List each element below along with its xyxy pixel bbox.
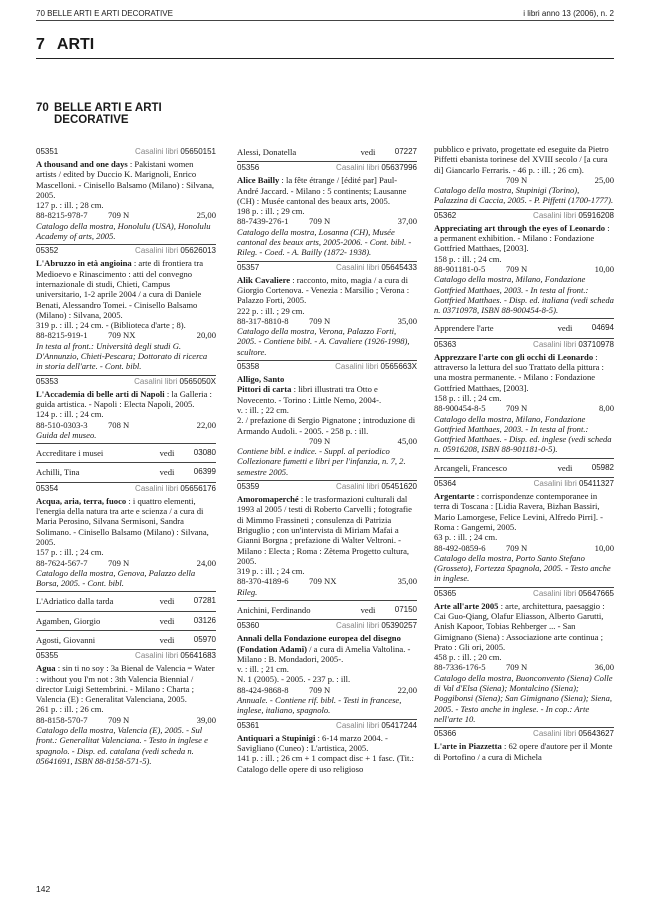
entry-title: Annali della Fondazione europea del disegno (Fondation Adami) [237,633,401,654]
casalini-code [533,729,614,739]
catalog-entry [434,727,614,765]
isbn: 88-510-0303-3 [36,419,88,430]
classification: 709 N [309,216,331,227]
entry-header [434,340,614,351]
isbn-line [237,316,417,326]
entry-header [36,484,216,495]
casalini-label: Casalini libri [533,339,577,349]
entry-description: : la Galleria : guida artistica. - Napoli : Electa Napoli, 2005. [36,388,212,409]
physical-description: v. : ill. ; 22 cm. [237,404,289,415]
classification: 709 N [506,174,528,185]
entry-number: 05359 [237,482,260,492]
casalini-number: 05656176 [180,483,216,493]
isbn-line [36,558,216,568]
casalini-code [335,362,417,372]
entry-header [237,263,417,274]
classification: 709 N [309,684,331,695]
entry-body [237,275,417,306]
entry-body [36,159,216,200]
casalini-number: 05417244 [381,720,417,730]
casalini-label: Casalini libri [135,483,179,493]
casalini-label: Casalini libri [336,621,380,631]
price: 36,00 [594,662,614,673]
xref-name: L'Adriatico dalla tarda [36,596,114,607]
column-1 [36,146,216,769]
entry-description: : Pakistani women artists / edited by Duccio K. Marignoli, Enrico Mascelloni. - Cinisello Balsamo (Milano) : Silvana, 2005. [36,159,215,200]
entry-title: Arte all'arte 2005 [434,600,499,611]
entry-number: 05352 [36,246,59,256]
isbn [237,436,309,446]
classification: 709 N [506,662,528,673]
chapter-title [36,36,106,54]
physical-description: 127 p. : ill. ; 28 cm. [36,200,104,211]
entry-number: 05353 [36,376,59,386]
casalini-label: Casalini libri [135,651,179,661]
entry-body [237,374,417,405]
isbn: 88-370-4189-6 [237,576,289,587]
entry-title: A thousand and one days [36,159,128,169]
entry-description: : arte, architettura, paesaggio : Cai Guo-Qiang, Olafur Eliasson, Alberto Garutti, Anish Kapoor, Tobias Rehberger ... - San Gimignano (Siena) : Associazione arte continua ; Prato : Gli ori, 2005. [434,600,605,652]
entry-header [434,589,614,600]
entry-title: L'Abruzzo in età angioina [36,258,132,269]
catalog-entry [237,480,417,600]
casalini-number: 05637996 [381,163,417,173]
price: 22,00 [196,419,216,430]
catalog-entry [36,482,216,592]
entry-title: Alik Cavaliere [237,274,291,285]
isbn: 88-492-0859-6 [434,542,486,553]
physical-description-2: 2. / prefazione di Sergio Pignatone ; introduzione di Armando Audoli. - 2005. - 258 p. : ill. [237,415,416,436]
entry-body [434,223,614,254]
xref-name: Apprendere l'arte [434,323,494,334]
running-head [36,8,614,21]
entry-header [36,651,216,662]
entry-number: 05363 [434,339,457,349]
entry-title: Alice Bailly [237,175,280,186]
entry-header [237,362,417,373]
entry-note: Rileg. [237,586,258,597]
catalog-entry [434,209,614,319]
section-title-line1: BELLE ARTI E ARTI [54,102,162,114]
physical-description: 198 p. : ill. ; 29 cm. [237,206,305,217]
classification: 709 NX [309,576,337,587]
isbn: 88-317-8810-8 [237,315,289,326]
casalini-code [336,482,417,492]
price: 25,00 [196,210,216,221]
casalini-label: Casalini libri [336,262,380,272]
isbn [434,175,506,185]
entry-body [434,601,614,652]
physical-description: 158 p. : ill. ; 24 cm. [434,392,502,403]
xref-number: 04694 [591,323,614,333]
isbn-line [36,210,216,220]
catalog-entry [434,143,614,209]
entry-description: : 6-14 marzo 2004. - Savigliano (Cuneo) : L'artistica, 2005. [237,732,388,753]
xref-vedi: vedi [360,604,376,615]
isbn-line [36,715,216,725]
casalini-label: Casalini libri [336,482,380,492]
casalini-code [336,621,417,631]
catalog-entry [237,261,417,360]
entry-body [237,494,417,566]
xref-name: Anichini, Ferdinando [237,604,311,615]
entry-body [434,491,614,532]
isbn-line [237,685,417,695]
classification: 709 N [309,435,331,446]
catalog-entry [36,375,216,443]
entry-description: : racconto, mito, magia / a cura di Giorgio Cortenova. - Venezia : Marsilio ; Verona : Palazzo Forti, 2005. [237,274,410,306]
price: 45,00 [397,435,417,446]
price: 37,00 [397,216,417,227]
entry-description: : i quattro elementi, l'energia della natura tra arte e scienza / a cura di Maria Perosino, Silvana Sermisoni, Sandra Solimano. - Cinisello Balsamo (Milano) : Silvana, 2005. [36,495,209,547]
physical-description: 124 p. : ill. ; 24 cm. [36,409,104,420]
entry-subtitle-line [237,384,417,405]
entry-number: 05365 [434,588,457,598]
catalog-entry [237,719,417,777]
physical-description: 222 p. : ill. ; 29 cm. [237,305,305,316]
isbn-line [237,576,417,586]
isbn-line [434,662,614,672]
entry-header [434,211,614,222]
casalini-number: 05451620 [381,482,417,492]
section-title [36,102,216,126]
cross-reference [36,591,216,610]
entry-note: Catalogo della mostra, Porto Santo Stefano (Grosseto), Fortezza Spagnola, 2005. - Testo anche in inglese. [434,552,611,584]
isbn-line [36,420,216,430]
section-title-line2: DECORATIVE [54,114,129,126]
entry-title: Acqua, aria, terra, fuoco [36,495,127,506]
entry-note: Annuale. - Contiene rif. bibl. - Testi in francese, inglese, italiano, spagnolo. [237,695,402,716]
entry-header [36,377,216,388]
cross-reference [237,600,417,619]
entry-body [36,389,216,410]
entry-note: In testa al front.: Università degli studi G. D'Annunzio, Chieti-Pescara; Dottorato di ricerca in storia dell'arte. - Cont. bibl. [36,340,208,372]
running-head-section: 70 BELLE ARTI E ARTI DECORATIVE [36,9,173,18]
casalini-label: Casalini libri [533,210,577,220]
casalini-code [336,163,417,173]
price: 35,00 [397,315,417,326]
entry-title: Antiquari a Stupinigi [237,732,316,743]
casalini-number: 05626013 [180,246,216,256]
casalini-label: Casalini libri [533,588,577,598]
entry-note: Catalogo della mostra, Stupinigi (Torino), Palazzina di Caccia, 2005. - P. Piffetti (1700-1777). [434,185,614,206]
xref-vedi: vedi [159,634,175,645]
casalini-number: 05916208 [578,210,614,220]
isbn: 88-7624-567-7 [36,557,88,568]
isbn: 88-901181-0-5 [434,263,486,274]
casalini-number: 0565663X [380,362,417,372]
casalini-label: Casalini libri [336,163,380,173]
entry-note: Catalogo della mostra, Buonconvento (Siena) Colle di Val d'Elsa (Siena); Montalcino (Siena); Poggibonsi (Siena); San Gimignano (Siena); Siena, 2005. - Testo anche in inglese. - In cop.: Arte nell'arte 10. [434,672,613,724]
casalini-code [134,377,216,387]
entry-note: Catalogo della mostra, Milano, Fondazione Gottfried Matthaes, 2003. - In testa al front.: Gottfried Matthaes. - Disp. ed. italiana (vedi scheda n. 03710978, ISBN 88-900454-8-5). [434,274,614,316]
classification: 709 N [506,263,528,274]
casalini-label: Casalini libri [135,147,179,156]
casalini-label: Casalini libri [335,362,379,372]
price: 25,00 [594,174,614,185]
page-number: 142 [36,884,51,894]
catalog-entry [36,244,216,374]
cross-reference [36,443,216,462]
xref-number: 07281 [193,596,216,606]
casalini-number: 03710978 [578,339,614,349]
xref-name: Achilli, Tina [36,467,80,478]
xref-vedi: vedi [159,467,175,478]
casalini-label: Casalini libri [533,479,577,489]
classification: 709 N [108,557,130,568]
casalini-code [135,651,216,661]
xref-number: 05970 [193,634,216,644]
casalini-number: 05390257 [381,621,417,631]
entry-title: Amoromaperché [237,494,299,505]
entry-body [36,496,216,547]
xref-number: 03080 [193,448,216,458]
isbn: 88-8158-570-7 [36,714,88,725]
entry-note: Catalogo della mostra, Valencia (E), 2005. - Sul front.: Generalitat Valenciana. - Testo in inglese e spagnolo. - Disp. ed. catalana (vedi scheda n. 05641691, ISBN 88-8158-571-5). [36,725,208,766]
entry-note: Guida del museo. [36,429,97,440]
xref-vedi: vedi [159,596,175,607]
casalini-label: Casalini libri [533,729,577,739]
entry-body [36,258,216,320]
entry-number: 05360 [237,621,260,631]
classification: 709 NX [108,330,136,341]
physical-description: 158 p. : ill. ; 24 cm. [434,253,502,264]
entry-number: 05351 [36,147,59,156]
xref-vedi: vedi [557,462,573,473]
catalog-entry [237,619,417,718]
entry-description: : corrispondenze contemporanee in terra di Toscana : [Lidia Ravera, Bizhan Bassiri, Mario Lamorgese, Felice Levini, Alfredo Pirri]. - Roma : Gangemi, 2005. [434,491,604,532]
entry-body [237,633,417,664]
cross-reference [434,458,614,477]
catalog-entry [36,649,216,769]
entry-description: : 62 opere d'autore per il Monte di Portofino / a cura di Michela [434,741,613,762]
casalini-number: 05645433 [381,262,417,272]
entry-body [434,144,614,175]
xref-number: 07227 [394,147,417,156]
isbn: 88-424-9868-8 [237,684,289,695]
casalini-number: 05650151 [180,147,216,156]
xref-vedi: vedi [159,615,175,626]
entry-header [237,163,417,174]
cross-reference [237,143,417,161]
entry-note: Catalogo della mostra, Losanna (CH), Musée cantonal des beaux arts, 2005-2006. - Cont. bibl. - Rileg. - Coed. - A. Bailly (1872- 1938). [237,226,412,258]
casalini-number: 05647665 [578,588,614,598]
price: 10,00 [594,542,614,553]
entry-body [237,175,417,206]
classification: 709 N [108,714,130,725]
entry-header [434,479,614,490]
isbn: 88-8215-978-7 [36,210,88,221]
entry-note: Catalogo della mostra, Honolulu (USA), Honolulu Academy of arts, 2005. [36,220,211,242]
classification: 709 N [506,403,528,414]
casalini-code [336,263,417,273]
entry-title: Appreciating art through the eyes of Leonardo [434,222,606,233]
isbn-line [237,216,417,226]
column-3 [434,143,614,765]
physical-description-2: N. 1 (2005). - 2005. - 237 p. : ill. [237,674,351,685]
classification: 709 N [309,315,331,326]
casalini-code [135,246,216,256]
xref-number: 06399 [193,467,216,477]
entry-number: 05354 [36,483,59,493]
entry-header [434,729,614,740]
entry-body [434,352,614,393]
casalini-number: 05411327 [579,479,614,489]
catalog-entry [434,587,614,728]
chapter-number: 7 [36,36,45,53]
casalini-code [336,721,417,731]
entry-number: 05366 [434,729,457,739]
isbn: 88-8215-919-1 [36,330,88,341]
entry-note: Catalogo della mostra, Milano, Fondazione Gottfried Matthaes, 2003. - In testa al front.: Gottfried Matthaes. - Disp. ed. inglese (vedi scheda n. 05916208, ISBN 88-901181-0-5). [434,413,612,455]
entry-title: Argentarte [434,491,475,502]
xref-number: 07150 [394,604,417,614]
entry-description-2: : libri illustrati tra Otto e Novecento. - Torino : Little Nemo, 2004-. [237,384,382,405]
entry-title: L'arte in Piazzetta [434,741,502,752]
xref-name: Arcangeli, Francesco [434,462,508,473]
xref-vedi: vedi [360,147,376,157]
cross-reference [36,630,216,649]
catalog-entry [237,360,417,480]
chapter-name: ARTI [56,36,95,53]
xref-name: Alessi, Donatella [237,147,297,157]
xref-name: Agamben, Giorgio [36,615,101,626]
casalini-label: Casalini libri [134,376,178,386]
isbn: 88-7439-276-1 [237,216,289,227]
isbn: 88-900454-8-5 [434,403,486,414]
isbn-line [434,175,614,185]
price: 22,00 [397,684,417,695]
isbn-line [434,403,614,413]
entry-title: Alligo, Santo [237,374,285,385]
xref-vedi: vedi [557,323,573,334]
isbn-line [36,330,216,340]
xref-vedi: vedi [159,448,175,459]
catalog-entry [36,146,216,244]
isbn: 88-7336-176-5 [434,662,486,673]
entry-note: Catalogo della mostra, Verona, Palazzo Forti, 2005. - Contiene bibl. - A. Cavaliere (1926-1998), scultore. [237,326,410,357]
entry-number: 05364 [434,479,457,489]
entry-number: 05358 [237,362,260,372]
catalog-entry [434,338,614,458]
entry-title: Agua [36,663,56,674]
entry-note: Catalogo della mostra, Genova, Palazzo della Borsa, 2005. - Cont. bibl. [36,567,196,589]
xref-number: 03126 [193,615,216,625]
entry-number: 05357 [237,262,260,272]
entry-note: Contiene bibl. e indice. - Suppl. al periodico Collezionare fumetti e libri per l'infanzia, n. 7, 2. semestre 2005. [237,446,406,477]
isbn-line [434,543,614,553]
price: 20,00 [196,330,216,341]
cross-reference [36,462,216,481]
entry-number: 05362 [434,210,457,220]
isbn-line [434,264,614,274]
entry-description: : sin ti no soy : 3a Bienal de Valencia = Water : without you I'm not : 3th Valencia Biennial / director Luigi Settembrini. - Milano : Charta ; Valencia (E) : Generalitat Valenciana, 2005. [36,663,215,705]
entry-header [237,621,417,632]
xref-name: Accreditare i musei [36,448,104,459]
entry-header [237,482,417,493]
xref-number: 05982 [591,462,614,472]
casalini-code [533,589,614,599]
casalini-code [135,147,216,157]
xref-name: Agosti, Giovanni [36,634,96,645]
physical-description: 319 p. : ill. ; 24 cm. [237,566,305,577]
entry-number: 05361 [237,720,260,730]
casalini-number: 05643627 [578,729,614,739]
entry-title-2: Pittori di carta [237,384,292,395]
chapter-rule [36,58,614,59]
entry-header [36,246,216,257]
casalini-number: 05641683 [180,651,216,661]
price: 35,00 [397,576,417,587]
casalini-number: 0565050X [179,376,216,386]
price: 8,00 [598,403,614,414]
price: 24,00 [196,557,216,568]
running-head-journal: i libri anno 13 (2006), n. 2 [523,9,614,18]
catalog-entry [237,161,417,260]
casalini-code [533,211,614,221]
entry-body [434,741,614,762]
classification: 709 N [506,542,528,553]
entry-body [36,663,216,704]
entry-body [237,733,417,754]
entry-number: 05356 [237,163,260,173]
classification: 709 N [108,210,130,221]
section-number: 70 [36,102,49,114]
physical-description: 63 p. : ill. ; 24 cm. [434,532,498,543]
physical-description: v. : ill. ; 21 cm. [237,664,289,675]
entry-description: / a cura di Amelia Valtolina. - Milano : B. Mondadori, 2005-. [237,643,411,664]
classification: 708 N [108,419,130,430]
casalini-label: Casalini libri [336,720,380,730]
catalog-entry [434,477,614,587]
column-2 [237,143,417,777]
physical-description: 141 p. : ill. ; 26 cm + 1 compact disc + 1 fasc. (Tit.: Catalogo delle opere di uso religioso [237,753,414,774]
entry-description: : la fête étrange / [édité par] Paul-André Jaccard. - Milano : 5 continents; Lausanne (CH) : Musée cantonal des beaux arts, 2005. [237,175,407,206]
entry-description: : a permanent exhibition. - Milano : Fondazione Gottfried Matthaes, [2003]. [434,222,610,254]
isbn-line [237,436,417,446]
cross-reference [434,318,614,337]
physical-description: 157 p. : ill. ; 24 cm. [36,547,104,558]
entry-description: pubblico e privato, progettate ed eseguite da Pietro Piffetti ebanista torinese del XVIII secolo / [a cura di] Giancarlo Ferraris. - 46 p. : ill. ; 26 cm). [434,144,609,175]
casalini-code [135,484,216,494]
casalini-code [533,340,614,350]
casalini-code [534,479,614,489]
price: 39,00 [196,714,216,725]
entry-number: 05355 [36,651,59,661]
entry-title: L'Accademia di belle arti di Napoli [36,388,165,399]
casalini-label: Casalini libri [135,246,179,256]
entry-title: Apprezzare l'arte con gli occhi di Leonardo [434,351,594,362]
price: 10,00 [594,263,614,274]
cross-reference [36,611,216,630]
physical-description: 458 p. : ill. ; 20 cm. [434,652,502,663]
entry-description: : arte di frontiera tra Medioevo e Rinascimento : atti del convegno internazionale di studi, Chieti, Campus universitario, 1-2 aprile 2004 / a cura di Daniele Benati, Alessandro Tomei. - Cinisello Balsamo (Milano) : Silvana, 2005. [36,258,204,320]
physical-description: 261 p. : ill. ; 26 cm. [36,704,104,715]
entry-header [237,721,417,732]
entry-header [36,147,216,158]
entry-description: : attraverso la lettura del suo Trattato della pittura : una mostra permanente. - Milano : Fondazione Gottfried Matthaes, [2003]. [434,351,604,393]
entry-description: : le trasformazioni culturali dal 1993 al 2005 / testi di Roberto Carvelli ; fotografie di Mimmo Frassineti ; consulenza di Patrizia Briguglio ; con un'intervista di Miriam Mafai a Gianni Borgna ; prefazione di Walter Veltroni. - Milano : Electa ; Roma : Zètema Progetto cultura, 2005. [237,494,412,566]
physical-description: 319 p. : ill. ; 24 cm. - (Biblioteca d'arte ; 8). [36,320,186,331]
